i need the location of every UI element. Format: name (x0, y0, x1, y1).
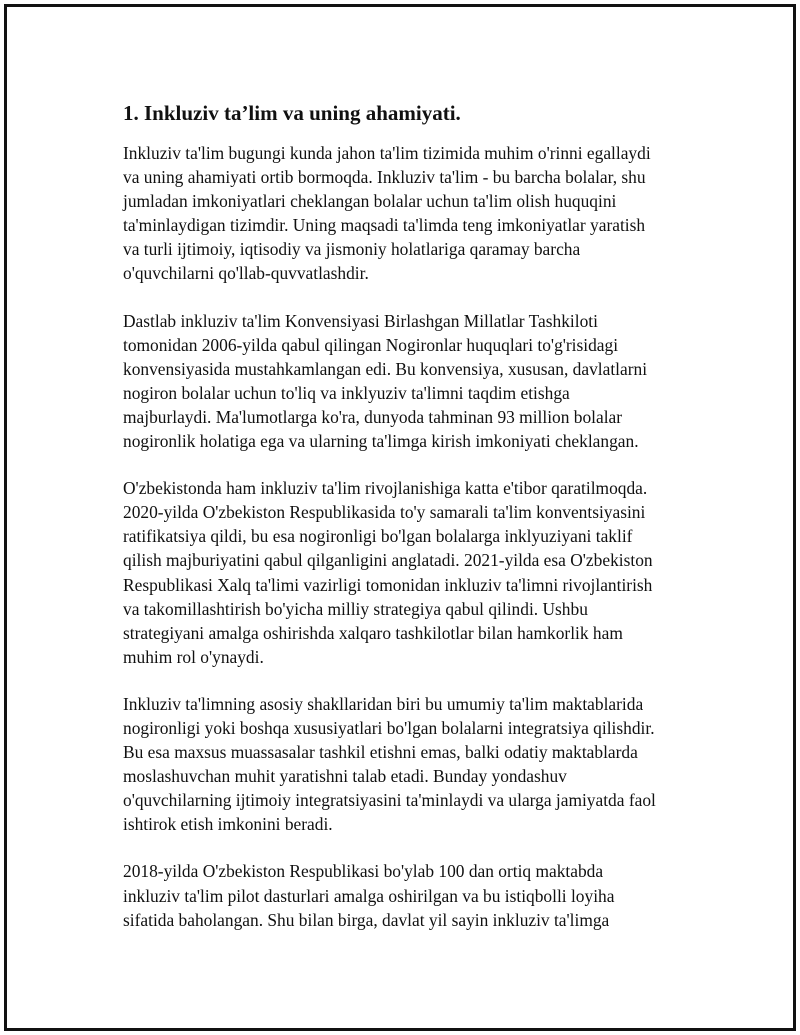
paragraph-line: 2020-yilda O'zbekiston Respublikasida to'y samarali ta'lim konventsiyasini (123, 502, 646, 523)
paragraph-line: o'quvchilarni qo'llab-quvvatlashdir. (123, 263, 369, 284)
paragraph-line: Respublikasi Xalq ta'limi vazirligi tomonidan inkluziv ta'limni rivojlantirish (123, 574, 653, 595)
paragraph-4 (123, 692, 713, 837)
paragraph-line: O'zbekistonda ham inkluziv ta'lim rivojlanishiga katta e'tibor qaratilmoqda. (123, 478, 648, 499)
paragraph-line: inkluziv ta'lim pilot dasturlari amalga oshirilgan va bu istiqbolli loyiha (123, 885, 615, 906)
paragraph-5 (123, 859, 713, 931)
paragraph-line: 2018-yilda O'zbekiston Respublikasi bo'ylab 100 dan ortiq maktabda (123, 861, 604, 882)
paragraph-line: moslashuvchan muhit yaratishni talab etadi. Bunday yondashuv (123, 766, 567, 787)
paragraph-3 (123, 476, 713, 669)
paragraph-line: nogironligi yoki boshqa xususiyatlari bo'lgan bolalarni integratsiya qilishdir. (123, 717, 655, 738)
page-frame (4, 4, 796, 1031)
paragraph-1 (123, 141, 713, 286)
paragraph-line: ta'minlaydigan tizimdir. Uning maqsadi ta'limda teng imkoniyatlar yaratish (123, 215, 646, 236)
paragraph-line: nogironlik holatiga ega va ularning ta'limga kirish imkoniyati cheklangan. (123, 431, 639, 452)
paragraph-line: va uning ahamiyati ortib bormoqda. Inkluziv ta'lim - bu barcha bolalar, shu (123, 167, 646, 188)
paragraph-line: konvensiyasida mustahkamlangan edi. Bu konvensiya, xususan, davlatlarni (123, 358, 648, 379)
paragraph-line: tomonidan 2006-yilda qabul qilingan Nogironlar huquqlari to'g'risidagi (123, 334, 619, 355)
paragraph-2 (123, 309, 713, 454)
paragraph-line: strategiyani amalga oshirishda xalqaro tashkilotlar bilan hamkorlik ham (123, 622, 623, 643)
paragraph-line: Bu esa maxsus muassasalar tashkil etishni emas, balki odatiy maktablarda (123, 742, 638, 763)
paragraph-line: Inkluziv ta'limning asosiy shakllaridan biri bu umumiy ta'lim maktablarida (123, 693, 644, 714)
paragraph-line: ratifikatsiya qildi, bu esa nogironligi bo'lgan bolalarga inklyuziyani taklif (123, 526, 633, 547)
paragraph-line: ishtirok etish imkonini beradi. (123, 814, 333, 835)
paragraph-line: muhim rol o'ynaydi. (123, 646, 264, 667)
paragraph-line: va turli ijtimoiy, iqtisodiy va jismoniy holatlariga qaramay barcha (123, 239, 581, 260)
paragraph-line: Dastlab inkluziv ta'lim Konvensiyasi Birlashgan Millatlar Tashkiloti (123, 310, 598, 331)
paragraph-line: qilish majburiyatini qabul qilganligini anglatadi. 2021-yilda esa O'zbekiston (123, 550, 653, 571)
paragraph-line: o'quvchilarning ijtimoiy integratsiyasini ta'minlaydi va ularga jamiyatda faol (123, 790, 656, 811)
paragraph-line: nogiron bolalar uchun to'liq va inklyuziv ta'limni taqdim etishga (123, 382, 570, 403)
document-body (123, 99, 713, 955)
paragraph-line: majburlaydi. Ma'lumotlarga ko'ra, dunyoda tahminan 93 million bolalar (123, 406, 623, 427)
paragraph-line: va takomillashtirish bo'yicha milliy strategiya qabul qilindi. Ushbu (123, 598, 588, 619)
paragraph-line: Inkluziv ta'lim bugungi kunda jahon ta'lim tizimida muhim o'rinni egallaydi (123, 143, 651, 163)
paragraph-line: jumladan imkoniyatlari cheklangan bolalar uchun ta'lim olish huquqini (123, 191, 617, 212)
section-title: 1. Inkluziv ta’lim va uning ahamiyati. (123, 101, 461, 125)
paragraph-line: sifatida baholangan. Shu bilan birga, davlat yil sayin inkluziv ta'limga (123, 909, 610, 930)
